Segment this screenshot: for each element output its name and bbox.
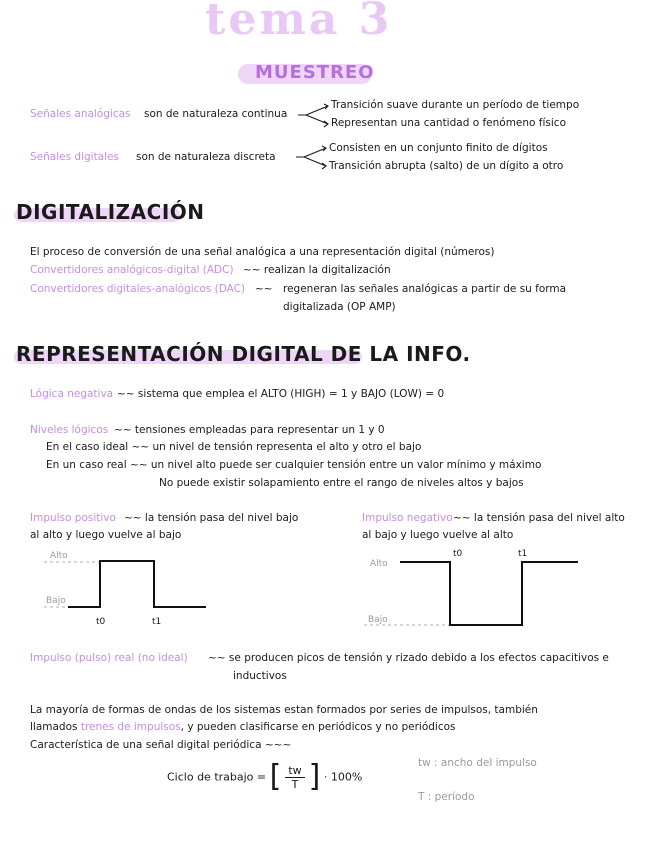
adc-label: Convertidores analógicos-digital (ADC)	[30, 264, 234, 276]
t1-label: t1	[152, 617, 162, 627]
analog-point-1: Transición suave durante un período de tiempo	[331, 99, 580, 111]
t1-label: t1	[518, 549, 528, 559]
bajo-label: Bajo	[46, 596, 66, 606]
dac-text-2: digitalizada (OP AMP)	[283, 301, 396, 313]
trenes-line-3: Característica de una señal digital periódica ~~~	[30, 739, 292, 751]
digitalizacion-heading: DIGITALIZACIÓN	[16, 200, 205, 224]
caso-ideal-text: En el caso ideal ~~ un nivel de tensión representa el alto y otro el bajo	[46, 441, 422, 453]
legend-tw: tw : ancho del impulso	[418, 757, 537, 769]
digital-point-2: Transición abrupta (salto) de un dígito a otro	[329, 160, 564, 172]
alto-label: Alto	[370, 559, 388, 569]
t0-label: t0	[96, 617, 106, 627]
impulso-real-text-2: inductivos	[233, 670, 287, 682]
logica-negativa-text: ~~ sistema que emplea el ALTO (HIGH) = 1 y BAJO (LOW) = 0	[117, 388, 445, 400]
logica-negativa-label: Lógica negativa	[30, 388, 114, 400]
formula-label: Ciclo de trabajo =	[167, 770, 267, 784]
page-title: tema 3	[205, 0, 393, 45]
t0-label: t0	[453, 549, 463, 559]
duty-cycle-formula	[167, 759, 363, 794]
positive-pulse-diagram	[40, 546, 220, 636]
impulso-positivo-text-1: ~~ la tensión pasa del nivel bajo	[124, 512, 299, 524]
niveles-logicos-label: Niveles lógicos	[30, 424, 109, 436]
solapamiento-text: No puede existir solapamiento entre el rango de niveles altos y bajos	[159, 477, 524, 489]
legend-period: T : período	[418, 791, 475, 803]
page-subtitle: MUESTREO	[255, 62, 375, 83]
dac-text-1: regeneran las señales analógicas a partir de su forma	[283, 283, 567, 295]
bajo-label: Bajo	[368, 615, 388, 625]
negative-pulse-diagram	[360, 546, 590, 636]
impulso-positivo-label: Impulso positivo	[30, 512, 116, 524]
formula-open-bracket: [	[269, 759, 282, 794]
formula-fraction	[285, 764, 304, 791]
impulso-negativo-label: Impulso negativo	[362, 512, 453, 524]
niveles-logicos-text: ~~ tensiones empleadas para representar un 1 y 0	[114, 424, 385, 436]
representacion-heading: REPRESENTACIÓN DIGITAL DE LA INFO.	[16, 342, 471, 366]
dac-arrow: ~~	[255, 283, 273, 295]
digital-bracket-arrows	[294, 142, 330, 172]
digitalizacion-line1: El proceso de conversión de una señal analógica a una representación digital (números)	[30, 246, 495, 258]
trenes-line-2-start: llamados	[30, 721, 78, 733]
trenes-line-2-end: , y pueden clasificarse en periódicos y no periódicos	[180, 721, 456, 733]
caso-real-text: En un caso real ~~ un nivel alto puede ser cualquier tensión entre un valor mínimo y máximo	[46, 459, 542, 471]
adc-text: ~~ realizan la digitalización	[243, 264, 391, 276]
trenes-line-1: La mayoría de formas de ondas de los sistemas estan formados por series de impulsos, también	[30, 704, 538, 716]
impulso-real-label: Impulso (pulso) real (no ideal)	[30, 652, 188, 664]
alto-label: Alto	[50, 551, 68, 561]
analog-point-2: Representan una cantidad o fenómeno físico	[331, 117, 567, 129]
digital-point-1: Consisten en un conjunto finito de dígitos	[329, 142, 548, 154]
formula-denominator: T	[291, 777, 299, 791]
analog-signals-label: Señales analógicas	[30, 108, 131, 120]
dac-label: Convertidores digitales-analógicos (DAC)	[30, 283, 246, 295]
impulso-negativo-text-2: al bajo y luego vuelve al alto	[362, 529, 514, 541]
impulso-positivo-text-2: al alto y luego vuelve al bajo	[30, 529, 182, 541]
positive-pulse-waveform	[68, 561, 206, 607]
digital-signals-text: son de naturaleza discreta	[136, 151, 276, 163]
impulso-real-text-1: ~~ se producen picos de tensión y rizado debido a los efectos capacitivos e	[208, 652, 609, 664]
trenes-line-2	[30, 721, 456, 733]
analog-bracket-arrows	[296, 100, 332, 130]
formula-close-bracket: ]	[308, 759, 321, 794]
digital-signals-label: Señales digitales	[30, 151, 119, 163]
formula-tail: · 100%	[323, 770, 363, 784]
analog-signals-text: son de naturaleza continua	[144, 108, 288, 120]
negative-pulse-waveform	[400, 562, 578, 625]
impulso-negativo-text-1: ~~ la tensión pasa del nivel alto	[453, 512, 625, 524]
trenes-de-impulsos-highlight: trenes de impulsos	[80, 721, 181, 733]
formula-numerator: tw	[285, 764, 304, 778]
